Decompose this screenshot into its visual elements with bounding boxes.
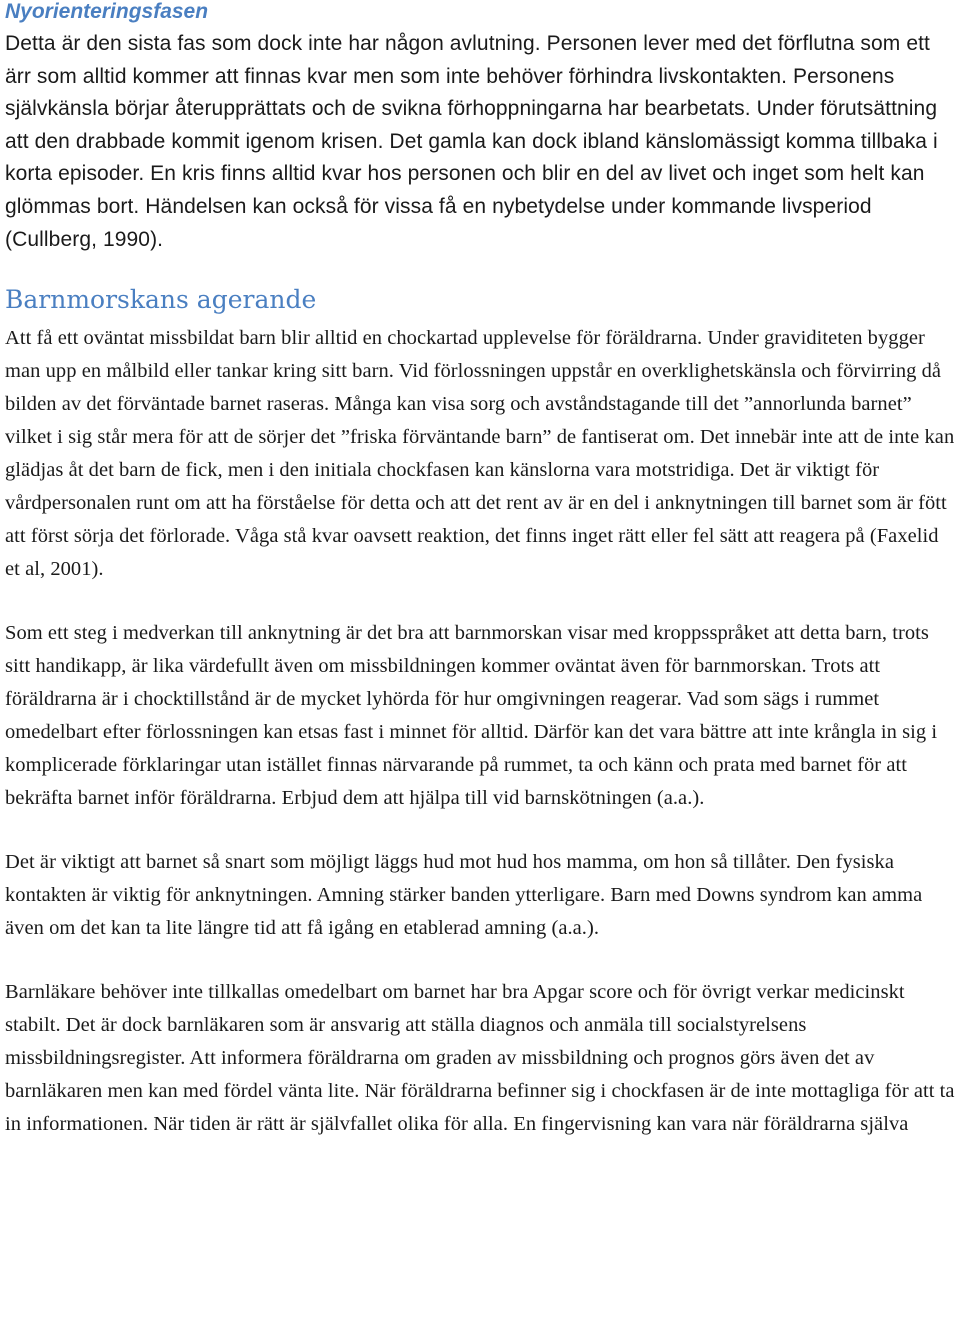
- paragraph-agerande-1: Att få ett oväntat missbildat barn blir alltid en chockartad upplevelse för föräldrarna. Under graviditeten bygger man upp en målbild eller tankar kring sitt barn. Vid förlossningen uppstår en overklighetskänsla och förvirring då bilden av det förväntade barnet raseras. Många kan visa sorg och avståndstagande till det ”annorlunda barnet” vilket i sig står mera för att de sörjer det ”friska förväntande barn” de fantiserat om. Det innebär inte att de inte kan glädjas åt det barn de fick, men i den initiala chockfasen kan känslorna vara motstridiga. Det är viktigt för vårdpersonalen runt om att ha förståelse för detta och att det rent av är en del i anknytningen till barnet som är fött att först sörja det förlorade. Våga stå kvar oavsett reaktion, det finns inget rätt eller fel sätt att reagera på (Faxelid et al, 2001).: [5, 327, 955, 581]
- paragraph-nyorientering: Detta är den sista fas som dock inte har någon avlutning. Personen lever med det förflutna som ett ärr som alltid kommer att finnas kvar men som inte behöver förhindra livskontakten. Personens självkänsla börjar återupprättats och de svikna förhoppningarna har bearbetats. Under förutsättning att den drabbade kommit igenom krisen. Det gamla kan dock ibland känslomässigt komma tillbaka i korta episoder. En kris finns alltid kvar hos personen och blir en del av livet och inget som helt kan glömmas bort. Händelsen kan också för vissa få en nybetydelse under kommande livsperiod (Cullberg, 1990).: [5, 32, 938, 251]
- paragraph-agerande-4: Barnläkare behöver inte tillkallas omedelbart om barnet har bra Apgar score och för övrigt verkar medicinskt stabilt. Det är dock barnläkaren som är ansvarig att ställa diagnos och anmäla till socialstyrelsens missbildningsregister. Att informera föräldrarna om graden av missbildning och prognos görs även det av barnläkaren men kan med fördel vänta lite. När föräldrarna befinner sig i chockfasen är de inte mottagliga för att ta in informationen. När tiden är rätt är självfallet olika för alla. En fingervisning kan vara när föräldrarna själva: [5, 981, 955, 1136]
- paragraph-agerande-3: Det är viktigt att barnet så snart som möjligt läggs hud mot hud hos mamma, om hon så tillåter. Den fysiska kontakten är viktig för anknytningen. Amning stärker banden ytterligare. Barn med Downs syndrom kan amma även om det kan ta lite längre tid att få igång en etablerad amning (a.a.).: [5, 851, 923, 940]
- section-heading-nyorienteringsfasen: Nyorienteringsfasen: [5, 0, 209, 23]
- section-heading-barnmorskans-agerande: Barnmorskans agerande: [5, 285, 317, 315]
- paragraph-agerande-2: Som ett steg i medverkan till anknytning är det bra att barnmorskan visar med kroppsspråket att detta barn, trots sitt handikapp, är lika värdefullt även om missbildningen kommer oväntat även för barnmorskan. Trots att föräldrarna är i chocktillstånd är de mycket lyhörda för hur omgivningen reagerar. Vad som sägs i rummet omedelbart efter förlossningen kan etsas fast i minnet för alltid. Därför kan det vara bättre att inte krångla in sig i komplicerade förklaringar utan istället finnas närvarande på rummet, ta och känn och prata med barnet för att bekräfta barnet inför föräldrarna. Erbjud dem att hjälpa till vid barnskötningen (a.a.).: [5, 622, 938, 810]
- document-page: [5, 0, 957, 1141]
